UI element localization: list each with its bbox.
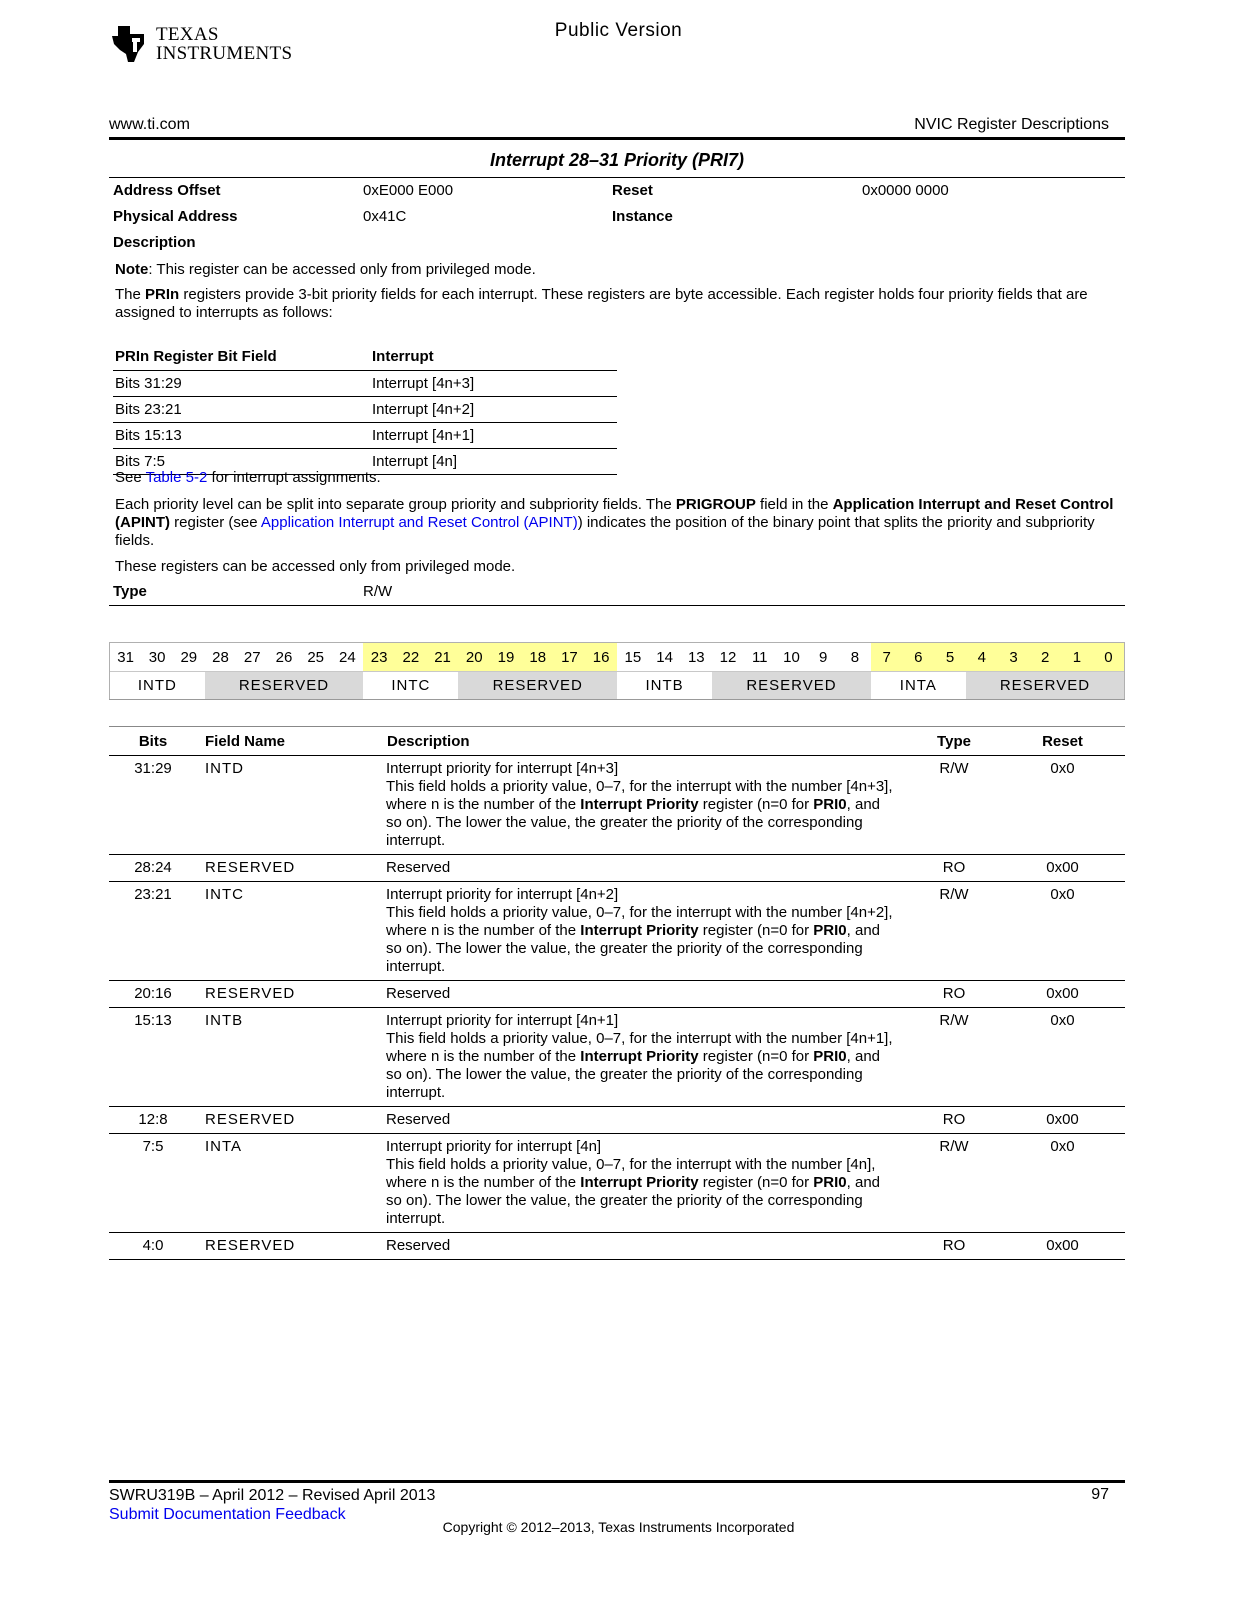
prin-text-pre: The [115,286,146,303]
note-label: Note [115,261,149,278]
table-header-cell: PRIn Register Bit Field [113,346,370,371]
table-cell: Bits 31:29 [113,371,370,397]
header-field-name: Field Name [197,727,386,756]
table-row [109,1233,1125,1260]
reset-cell: 0x0 [1000,1008,1125,1107]
description-cell [386,855,908,882]
description-cell [386,1107,908,1134]
bit-number-row [110,643,1125,672]
field-name-cell: INTC [197,882,386,981]
description-text: , and so on). The lower the value, the greater the priority of the corresponding interrupt. [386,922,881,975]
type-cell: R/W [908,1134,1000,1233]
description-text: This field holds a priority value, 0–7, for the interrupt with the number [4n+2], where n is the number of the [386,904,893,939]
description-text: register (n=0 for [698,922,814,939]
submit-feedback-link[interactable]: Submit Documentation Feedback [109,1506,346,1523]
description-detail [386,904,898,976]
bits-cell: 4:0 [109,1233,197,1260]
bit-field-row [110,672,1125,700]
description-cell [386,1134,908,1233]
type-label: Type [113,583,147,600]
register-bit-diagram [109,642,1125,700]
description-summary: Interrupt priority for interrupt [4n+1] [386,1012,619,1029]
field-name-cell: RESERVED [197,855,386,882]
description-text: PRI0 [813,922,847,939]
description-summary: Reserved [386,859,451,876]
table-row [113,371,617,397]
prin-paragraph [115,286,1120,322]
description-cell [386,756,908,855]
table-cell: Bits 23:21 [113,397,370,423]
field-description-table [109,726,1125,1260]
table-row [113,397,617,423]
priority-field-cell: INTB [617,672,712,700]
table-cell: Interrupt [4n+3] [370,371,617,397]
section-title: NVIC Register Descriptions [914,116,1109,133]
prin-text-post: registers provide 3-bit priority fields for each interrupt. These registers are byte accessible. Each register holds four priority fields that are assigned to interrupts as follows: [115,286,1088,321]
bit-number-cell: 1 [1061,643,1093,672]
description-cell [386,981,908,1008]
bit-number-cell: 25 [300,643,332,672]
table-row [109,1008,1125,1107]
bit-number-cell: 28 [205,643,237,672]
field-name-cell: INTD [197,756,386,855]
header-type: Type [908,727,1000,756]
doc-id: SWRU319B – April 2012 – Revised April 2013 [109,1487,436,1504]
bit-number-cell: 15 [617,643,649,672]
bit-number-cell: 12 [712,643,744,672]
bit-number-cell: 23 [363,643,395,672]
bit-number-cell: 4 [966,643,998,672]
register-title: Interrupt 28–31 Priority (PRI7) [489,150,745,170]
bit-number-cell: 6 [902,643,934,672]
description-text: Interrupt Priority [580,796,699,813]
table-header-row [113,346,617,371]
public-version-label: Public Version [554,20,683,41]
description-text: PRI0 [813,1174,847,1191]
type-value: R/W [363,583,393,600]
table-cell: Interrupt [4n+1] [370,423,617,449]
table-5-2-link[interactable]: Table 5-2 [145,469,208,486]
apint-link[interactable]: Application Interrupt and Reset Control (APINT) [260,514,578,531]
type-cell: RO [908,1107,1000,1134]
table-row [109,855,1125,882]
description-summary: Reserved [386,1237,451,1254]
physical-address-value: 0x41C [363,208,407,225]
description-text: , and so on). The lower the value, the greater the priority of the corresponding interrupt. [386,796,881,849]
bits-cell: 28:24 [109,855,197,882]
reserved-field-cell: RESERVED [458,672,617,700]
para2-text-a: Each priority level can be split into separate group priority and subpriority fields. The [115,496,676,513]
reset-cell: 0x0 [1000,756,1125,855]
description-detail [386,1030,898,1102]
bits-cell: 20:16 [109,981,197,1008]
reserved-field-cell: RESERVED [966,672,1125,700]
description-cell [386,882,908,981]
description-detail [386,778,898,850]
bit-number-cell: 5 [934,643,966,672]
description-text: This field holds a priority value, 0–7, for the interrupt with the number [4n+3], where n is the number of the [386,778,893,813]
address-offset-label: Address Offset [113,182,221,199]
site-url[interactable]: www.ti.com [109,116,190,133]
copyright: Copyright © 2012–2013, Texas Instruments Incorporated [442,1519,795,1535]
bit-number-cell: 24 [332,643,364,672]
type-rule [109,605,1125,606]
field-name-cell: RESERVED [197,1233,386,1260]
see-table-paragraph [115,469,1120,487]
header-description: Description [386,727,908,756]
instance-label: Instance [612,208,673,225]
logo-line-2: INSTRUMENTS [156,43,293,64]
bits-cell: 12:8 [109,1107,197,1134]
table-row [109,882,1125,981]
bit-field-assignment-table [113,346,617,475]
bit-number-cell: 2 [1029,643,1061,672]
type-cell: R/W [908,882,1000,981]
description-text: register (n=0 for [698,1174,814,1191]
physical-address-label: Physical Address [113,208,238,225]
reset-value: 0x0000 0000 [862,182,949,199]
bit-number-cell: 30 [141,643,173,672]
bits-cell: 31:29 [109,756,197,855]
see-text-pre: See [115,469,146,486]
para2-text-f: ) indicates the position of the binary point that splits the priority and subpriority fields. [115,514,1095,549]
reserved-field-cell: RESERVED [205,672,364,700]
priority-level-paragraph [115,496,1120,550]
privileged-paragraph: These registers can be accessed only from privileged mode. [115,558,516,575]
type-cell: R/W [908,1008,1000,1107]
bit-number-cell: 26 [268,643,300,672]
header-reset: Reset [1000,727,1125,756]
table-row [113,423,617,449]
description-text: PRI0 [813,1048,847,1065]
bits-cell: 15:13 [109,1008,197,1107]
type-cell: RO [908,981,1000,1008]
bit-number-cell: 0 [1093,643,1125,672]
description-cell [386,1008,908,1107]
type-cell: RO [908,855,1000,882]
bit-number-cell: 19 [490,643,522,672]
reset-cell: 0x00 [1000,1233,1125,1260]
para2-prigroup: PRIGROUP [675,496,756,513]
description-text: Interrupt Priority [580,1048,699,1065]
see-text-post: for interrupt assignments. [207,469,381,486]
description-summary: Reserved [386,1111,451,1128]
field-name-cell: RESERVED [197,981,386,1008]
description-text: Interrupt Priority [580,1174,699,1191]
address-offset-value: 0xE000 E000 [363,182,454,199]
bit-number-cell: 10 [776,643,808,672]
bit-number-cell: 22 [395,643,427,672]
description-summary: Interrupt priority for interrupt [4n+2] [386,886,619,903]
bit-number-cell: 27 [236,643,268,672]
reset-cell: 0x00 [1000,855,1125,882]
bit-number-cell: 8 [839,643,871,672]
reset-cell: 0x00 [1000,981,1125,1008]
bits-cell: 7:5 [109,1134,197,1233]
field-name-cell: INTB [197,1008,386,1107]
reset-label: Reset [612,182,653,199]
para2-text-c: field in the [755,496,833,513]
bit-number-cell: 9 [807,643,839,672]
description-label: Description [113,234,196,251]
header-bits: Bits [109,727,197,756]
description-text: This field holds a priority value, 0–7, for the interrupt with the number [4n+1], where n is the number of the [386,1030,893,1065]
table-cell: Bits 7:5 [113,449,370,475]
field-name-cell: INTA [197,1134,386,1233]
table-row [109,756,1125,855]
description-text: This field holds a priority value, 0–7, for the interrupt with the number [4n], where n is the number of the [386,1156,876,1191]
bit-number-cell: 29 [173,643,205,672]
table-row [109,1107,1125,1134]
title-rule [109,177,1125,178]
bit-number-cell: 21 [427,643,459,672]
table-cell: Bits 15:13 [113,423,370,449]
bit-number-cell: 18 [522,643,554,672]
logo-line-1: TEXAS [156,24,219,45]
note-text: : This register can be accessed only from privileged mode. [148,261,536,278]
bit-number-cell: 7 [871,643,903,672]
reset-cell: 0x0 [1000,1134,1125,1233]
header-rule [109,137,1125,140]
description-text: PRI0 [813,796,847,813]
bit-number-cell: 20 [458,643,490,672]
reset-cell: 0x0 [1000,882,1125,981]
description-summary: Interrupt priority for interrupt [4n+3] [386,760,619,777]
description-summary: Interrupt priority for interrupt [4n] [386,1138,602,1155]
para2-apint-bold: Application Interrupt and Reset Control (APINT) [115,496,1114,531]
description-text: register (n=0 for [698,796,814,813]
priority-field-cell: INTD [110,672,205,700]
priority-field-cell: INTC [363,672,458,700]
bit-number-cell: 14 [649,643,681,672]
bit-number-cell: 16 [585,643,617,672]
table-row [109,981,1125,1008]
para2-text-e: register (see [170,514,261,531]
table-header-cell: Interrupt [370,346,617,371]
footer-rule [109,1480,1125,1483]
field-name-cell: RESERVED [197,1107,386,1134]
note-paragraph [115,261,1120,279]
description-text: , and so on). The lower the value, the greater the priority of the corresponding interrupt. [386,1174,881,1227]
priority-field-cell: INTA [871,672,966,700]
reset-cell: 0x00 [1000,1107,1125,1134]
bits-cell: 23:21 [109,882,197,981]
table-row [109,1134,1125,1233]
description-summary: Reserved [386,985,451,1002]
bit-number-cell: 17 [554,643,586,672]
type-cell: RO [908,1233,1000,1260]
description-text: , and so on). The lower the value, the greater the priority of the corresponding interrupt. [386,1048,881,1101]
page-number: 97 [1091,1486,1109,1503]
description-text: Interrupt Priority [580,922,699,939]
bit-number-cell: 13 [680,643,712,672]
table-cell: Interrupt [4n+2] [370,397,617,423]
type-cell: R/W [908,756,1000,855]
bit-number-cell: 31 [110,643,142,672]
reserved-field-cell: RESERVED [712,672,871,700]
bit-number-cell: 3 [998,643,1030,672]
description-cell [386,1233,908,1260]
table-cell: Interrupt [4n] [370,449,617,475]
table-header-row [109,727,1125,756]
bit-number-cell: 11 [744,643,776,672]
prin-text-bold: PRIn [145,286,180,303]
description-detail [386,1156,898,1228]
description-text: register (n=0 for [698,1048,814,1065]
